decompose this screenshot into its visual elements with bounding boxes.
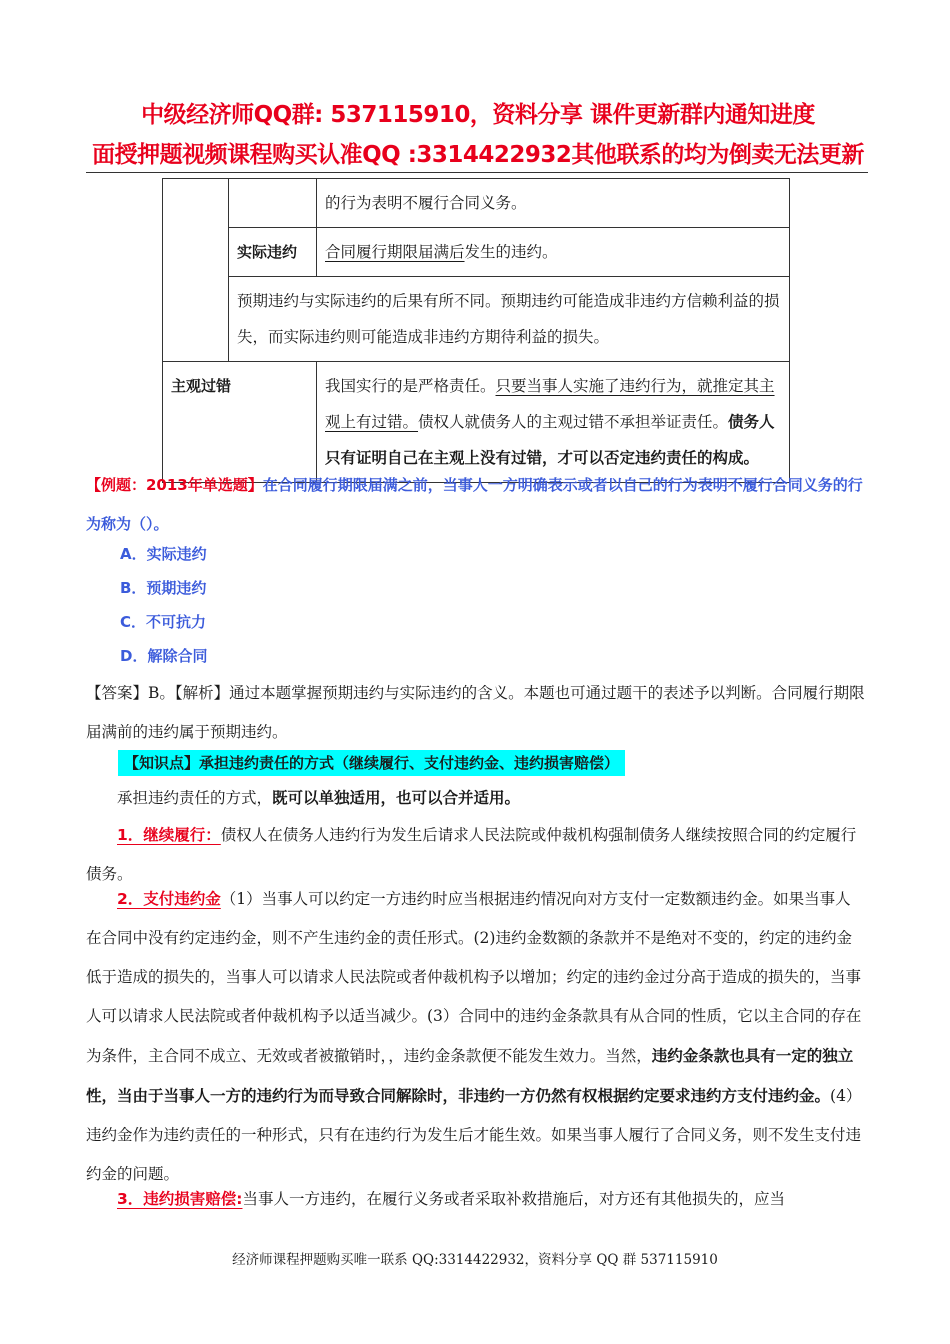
actual-breach-rest: 发生的违约。 — [464, 243, 558, 261]
item1-text: 债权人在债务人违约行为发生后请求人民法院或仲裁机构强制债务人继续按照合同的约定履行债务。 — [86, 826, 857, 883]
question-tag: 【例题：2013年单选题】 — [86, 476, 263, 494]
option-c: C．不可抗力 — [120, 613, 207, 631]
answer-explanation: 【答案】B。【解析】通过本题掌握预期违约与实际违约的含义。本题也可通过题干的表述予以判断。合同履行期限届满前的违约属于预期违约。 — [86, 684, 865, 741]
table-blank-cell — [163, 179, 229, 362]
actual-breach-underlined: 合同履行期限届满后 — [325, 243, 465, 261]
breach-table — [162, 178, 790, 483]
fault-sentence-4: 债务人只有证明自己在主观上没有过错，才可以否定违约责任的构成。 — [325, 412, 775, 467]
fault-sentence-3: 债权人就债务人的主观过错不承担举证责任。 — [418, 413, 729, 431]
item3-text: 当事人一方违约，在履行义务或者采取补救措施后，对方还有其他损失的，应当 — [242, 1190, 785, 1208]
item-liquidated-damages — [86, 880, 866, 1194]
page-footer: 经济师课程押题购买唯一联系 QQ:3314422932，资料分享 QQ 群 537115910 — [232, 1252, 718, 1268]
subjective-fault-label: 主观过错 — [163, 362, 317, 483]
item2-bold: 违约金条款也具有一定的独立性，当由于当事人一方的违约行为而导致合同解除时，非违约一方仍然有权根据约定要求违约方支付违约金。 — [86, 1046, 854, 1105]
item2-title: 2．支付违约金 — [117, 890, 221, 908]
breach-comparison: 预期违约与实际违约的后果有所不同。预期违约可能造成非违约方信赖利益的损失，而实际违约则可能造成非违约方期待利益的损失。 — [229, 277, 790, 362]
table-blank-cell — [229, 179, 317, 228]
option-d: D．解除合同 — [120, 647, 208, 665]
subjective-fault-text — [317, 362, 790, 483]
item2-text2: (4）违约金作为违约责任的一种形式，只有在违约行为发生后才能生效。如果当事人履行了合同义务，则不发生支付违约金的问题。 — [86, 1087, 862, 1183]
knowledge-heading: 【知识点】承担违约责任的方式（继续履行、支付违约金、违约损害赔偿） — [118, 750, 625, 776]
header-divider — [86, 172, 868, 173]
fault-sentence-1: 我国实行的是严格责任。 — [325, 377, 496, 395]
option-b: B．预期违约 — [120, 579, 207, 597]
question-text: 在合同履行期限届满之前，当事人一方明确表示或者以自己的行为表明不履行合同义务的行为称为（）。 — [86, 476, 863, 533]
item3-title: 3．违约损害赔偿: — [117, 1190, 243, 1208]
fault-sentence-2: 只要当事人实施了违约行为，就推定其主观上有过错。 — [325, 377, 775, 431]
banner-line-2: 面授押题视频课程购买认准QQ :3314422932其他联系的均为倒卖无法更新 — [92, 142, 864, 168]
actual-breach-label: 实际违约 — [229, 228, 317, 277]
knowledge-intro — [86, 778, 866, 818]
example-question — [86, 466, 866, 544]
item1-title: 1．继续履行： — [117, 826, 221, 844]
anticipatory-continuation: 的行为表明不履行合同义务。 — [317, 179, 790, 228]
banner-line-1: 中级经济师QQ群: 537115910，资料分享 课件更新群内通知进度 — [141, 102, 815, 128]
actual-breach-definition — [317, 228, 790, 277]
item2-text1: （1）当事人可以约定一方违约时应当根据违约情况向对方支付一定数额违约金。如果当事人在合同中没有约定违约金，则不产生违约金的责任形式。(2)违约金数额的条款并不是绝对不变的，约定的违约金低于造成的损失的，当事人可以请求人民法院或者仲裁机构予以增加；约定的违约金过分高于造成的损失的，当事人可以请求人民法院或者仲裁机构予以适当减少。(3）合同中的违约金条款具有从合同的性质，它以主合同的存在为条件，主合同不成立、无效或者被撤销时，，违约金条款便不能发生效力。当然， — [86, 890, 862, 1065]
option-a: A．实际违约 — [120, 545, 207, 563]
intro-normal: 承担违约责任的方式， — [117, 789, 273, 807]
item-damages — [86, 1180, 866, 1219]
intro-bold: 既可以单独适用，也可以合并适用。 — [272, 788, 521, 807]
